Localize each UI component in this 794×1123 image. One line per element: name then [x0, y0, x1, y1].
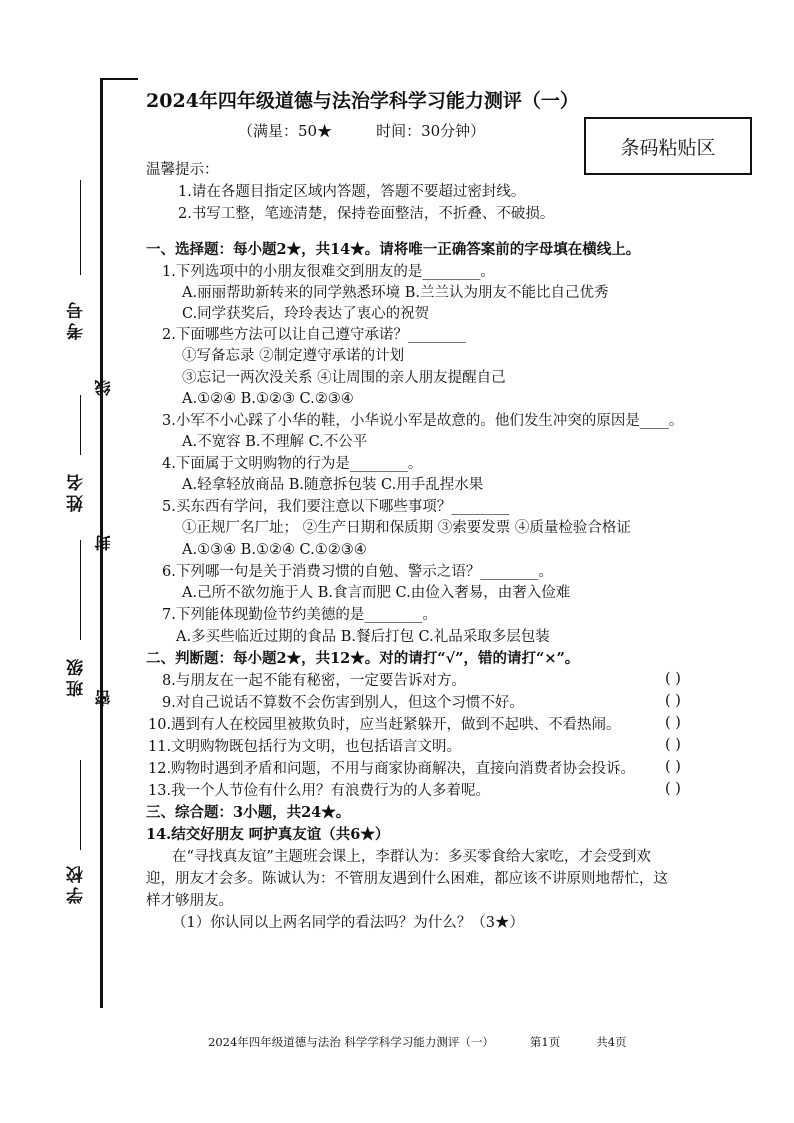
- school-label: 学校: [67, 862, 87, 904]
- q14-sub1: （1）你认同以上两名同学的看法吗？为什么？（3★）: [172, 915, 524, 931]
- school-blank: [80, 760, 81, 850]
- q6-options: A.己所不欲勿施于人 B.食言而肥 C.由俭入奢易，由奢入俭难: [182, 585, 571, 601]
- answer-bracket[interactable]: ( ): [665, 737, 681, 753]
- q5-stem: 5.买东西有学问，我们要注意以下哪些事项？________: [162, 499, 510, 515]
- q2-options: A.①②④ B.①②③ C.②③④: [182, 391, 354, 407]
- q2-stem: 2.下面哪些方法可以让自己遵守承诺？________: [162, 327, 466, 343]
- q5-options: A.①③④ B.①②④ C.①②③④: [182, 542, 367, 558]
- q5-choices: ①正规厂名厂址； ②生产日期和保质期 ③索要发票 ④质量检验合格证: [182, 520, 631, 536]
- class-label: 班级: [67, 655, 87, 697]
- exam-time: 时间：30分钟）: [376, 122, 486, 140]
- q7-options: A.多买些临近过期的食品 B.餐后打包 C.礼品采取多层包装: [176, 629, 550, 645]
- answer-bracket[interactable]: ( ): [665, 759, 681, 775]
- section3-heading: 三、综合题：3小题，共24★。: [146, 804, 351, 821]
- tip-item: 1.请在各题目指定区域内答题，答题不要超过密封线。: [178, 184, 526, 200]
- exam-title: 2024年四年级道德与法治学科学习能力测评（一）: [146, 90, 579, 112]
- footer-total: 共4页: [596, 1035, 627, 1049]
- tip-item: 2.书写工整，笔迹清楚，保持卷面整洁，不折叠、不破损。: [178, 206, 555, 222]
- section1-heading: 一、选择题：每小题2★，共14★。请将唯一正确答案前的字母填在横线上。: [146, 241, 641, 258]
- judge-item: 9.对自己说话不算数不会伤害到别人，但这个习惯不好。: [162, 695, 524, 711]
- q2-choices: ①写备忘录 ②制定遵守承诺的计划: [182, 348, 405, 364]
- answer-bracket[interactable]: ( ): [665, 715, 681, 731]
- section2-heading: 二、判断题：每小题2★，共12★。对的请打“√”，错的请打“×”。: [146, 650, 580, 667]
- full-score: （满星：50★: [238, 122, 333, 140]
- barcode-area: 条码粘贴区: [584, 117, 752, 175]
- q14-title: 14.结交好朋友 呵护真友谊（共6★）: [146, 826, 390, 843]
- judge-item: 11.文明购物既包括行为文明，也包括语言文明。: [148, 739, 462, 755]
- judge-item: 10.遇到有人在校园里被欺负时，应当赶紧躲开，做到不起哄、不看热闹。: [148, 717, 621, 733]
- seal-word-seal: 封: [94, 535, 113, 551]
- q3-stem: 3.小军不小心踩了小华的鞋，小华说小军是故意的。他们发生冲突的原因是____。: [162, 413, 684, 429]
- binding-line-top: [100, 78, 138, 80]
- q1-options: C.同学获奖后，玲玲表达了衷心的祝贺: [182, 306, 430, 322]
- answer-bracket[interactable]: ( ): [665, 693, 681, 709]
- judge-item: 12.购物时遇到矛盾和问题，不用与商家协商解决，直接向消费者协会投诉。: [148, 761, 636, 777]
- seal-word-secret: 密: [94, 690, 113, 706]
- q6-stem: 6.下列哪一句是关于消费习惯的自勉、警示之语？________。: [162, 564, 553, 580]
- q14-text: 迎，朋友才会多。陈诚认为：不管朋友遇到什么困难，都应该不讲原则地帮忙，这: [146, 871, 668, 887]
- class-blank: [80, 540, 81, 640]
- exam-no-blank: [80, 180, 81, 275]
- name-label: 姓名: [67, 470, 87, 512]
- q1-options: A.丽丽帮助新转来的同学熟悉环境 B.兰兰认为朋友不能比自己优秀: [182, 285, 609, 301]
- exam-no-label: 考号: [67, 298, 87, 340]
- answer-bracket[interactable]: ( ): [665, 671, 681, 687]
- page-footer: [208, 1034, 663, 1050]
- judge-item: 13.我一个人节俭有什么用？有浪费行为的人多着呢。: [148, 783, 491, 799]
- q7-stem: 7.下列能体现勤俭节约美德的是________。: [162, 607, 437, 623]
- tips-heading: 温馨提示：: [146, 162, 219, 178]
- q3-options: A.不宽容 B.不理解 C.不公平: [182, 434, 368, 450]
- footer-page: 第1页: [529, 1035, 561, 1049]
- q1-stem: 1.下列选项中的小朋友很难交到朋友的是________。: [162, 264, 495, 280]
- answer-bracket[interactable]: ( ): [665, 781, 681, 797]
- q4-options: A.轻拿轻放商品 B.随意拆包装 C.用手乱捏水果: [182, 477, 484, 493]
- q2-choices: ③忘记一两次没关系 ④让周围的亲人朋友提醒自己: [182, 370, 506, 386]
- name-blank: [80, 395, 81, 455]
- q14-text: 在“寻找真友谊”主题班会课上，李群认为：多买零食给大家吃，才会受到欢: [172, 849, 651, 865]
- q14-text: 样才够朋友。: [146, 893, 233, 909]
- footer-title: 2024年四年级道德与法治 科学学科学习能力测评（一）: [208, 1035, 494, 1049]
- exam-meta: [238, 120, 529, 141]
- seal-word-line: 线: [94, 380, 113, 396]
- q4-stem: 4.下面属于文明购物的行为是________。: [162, 456, 423, 472]
- judge-item: 8.与朋友在一起不能有秘密，一定要告诉对方。: [162, 673, 466, 689]
